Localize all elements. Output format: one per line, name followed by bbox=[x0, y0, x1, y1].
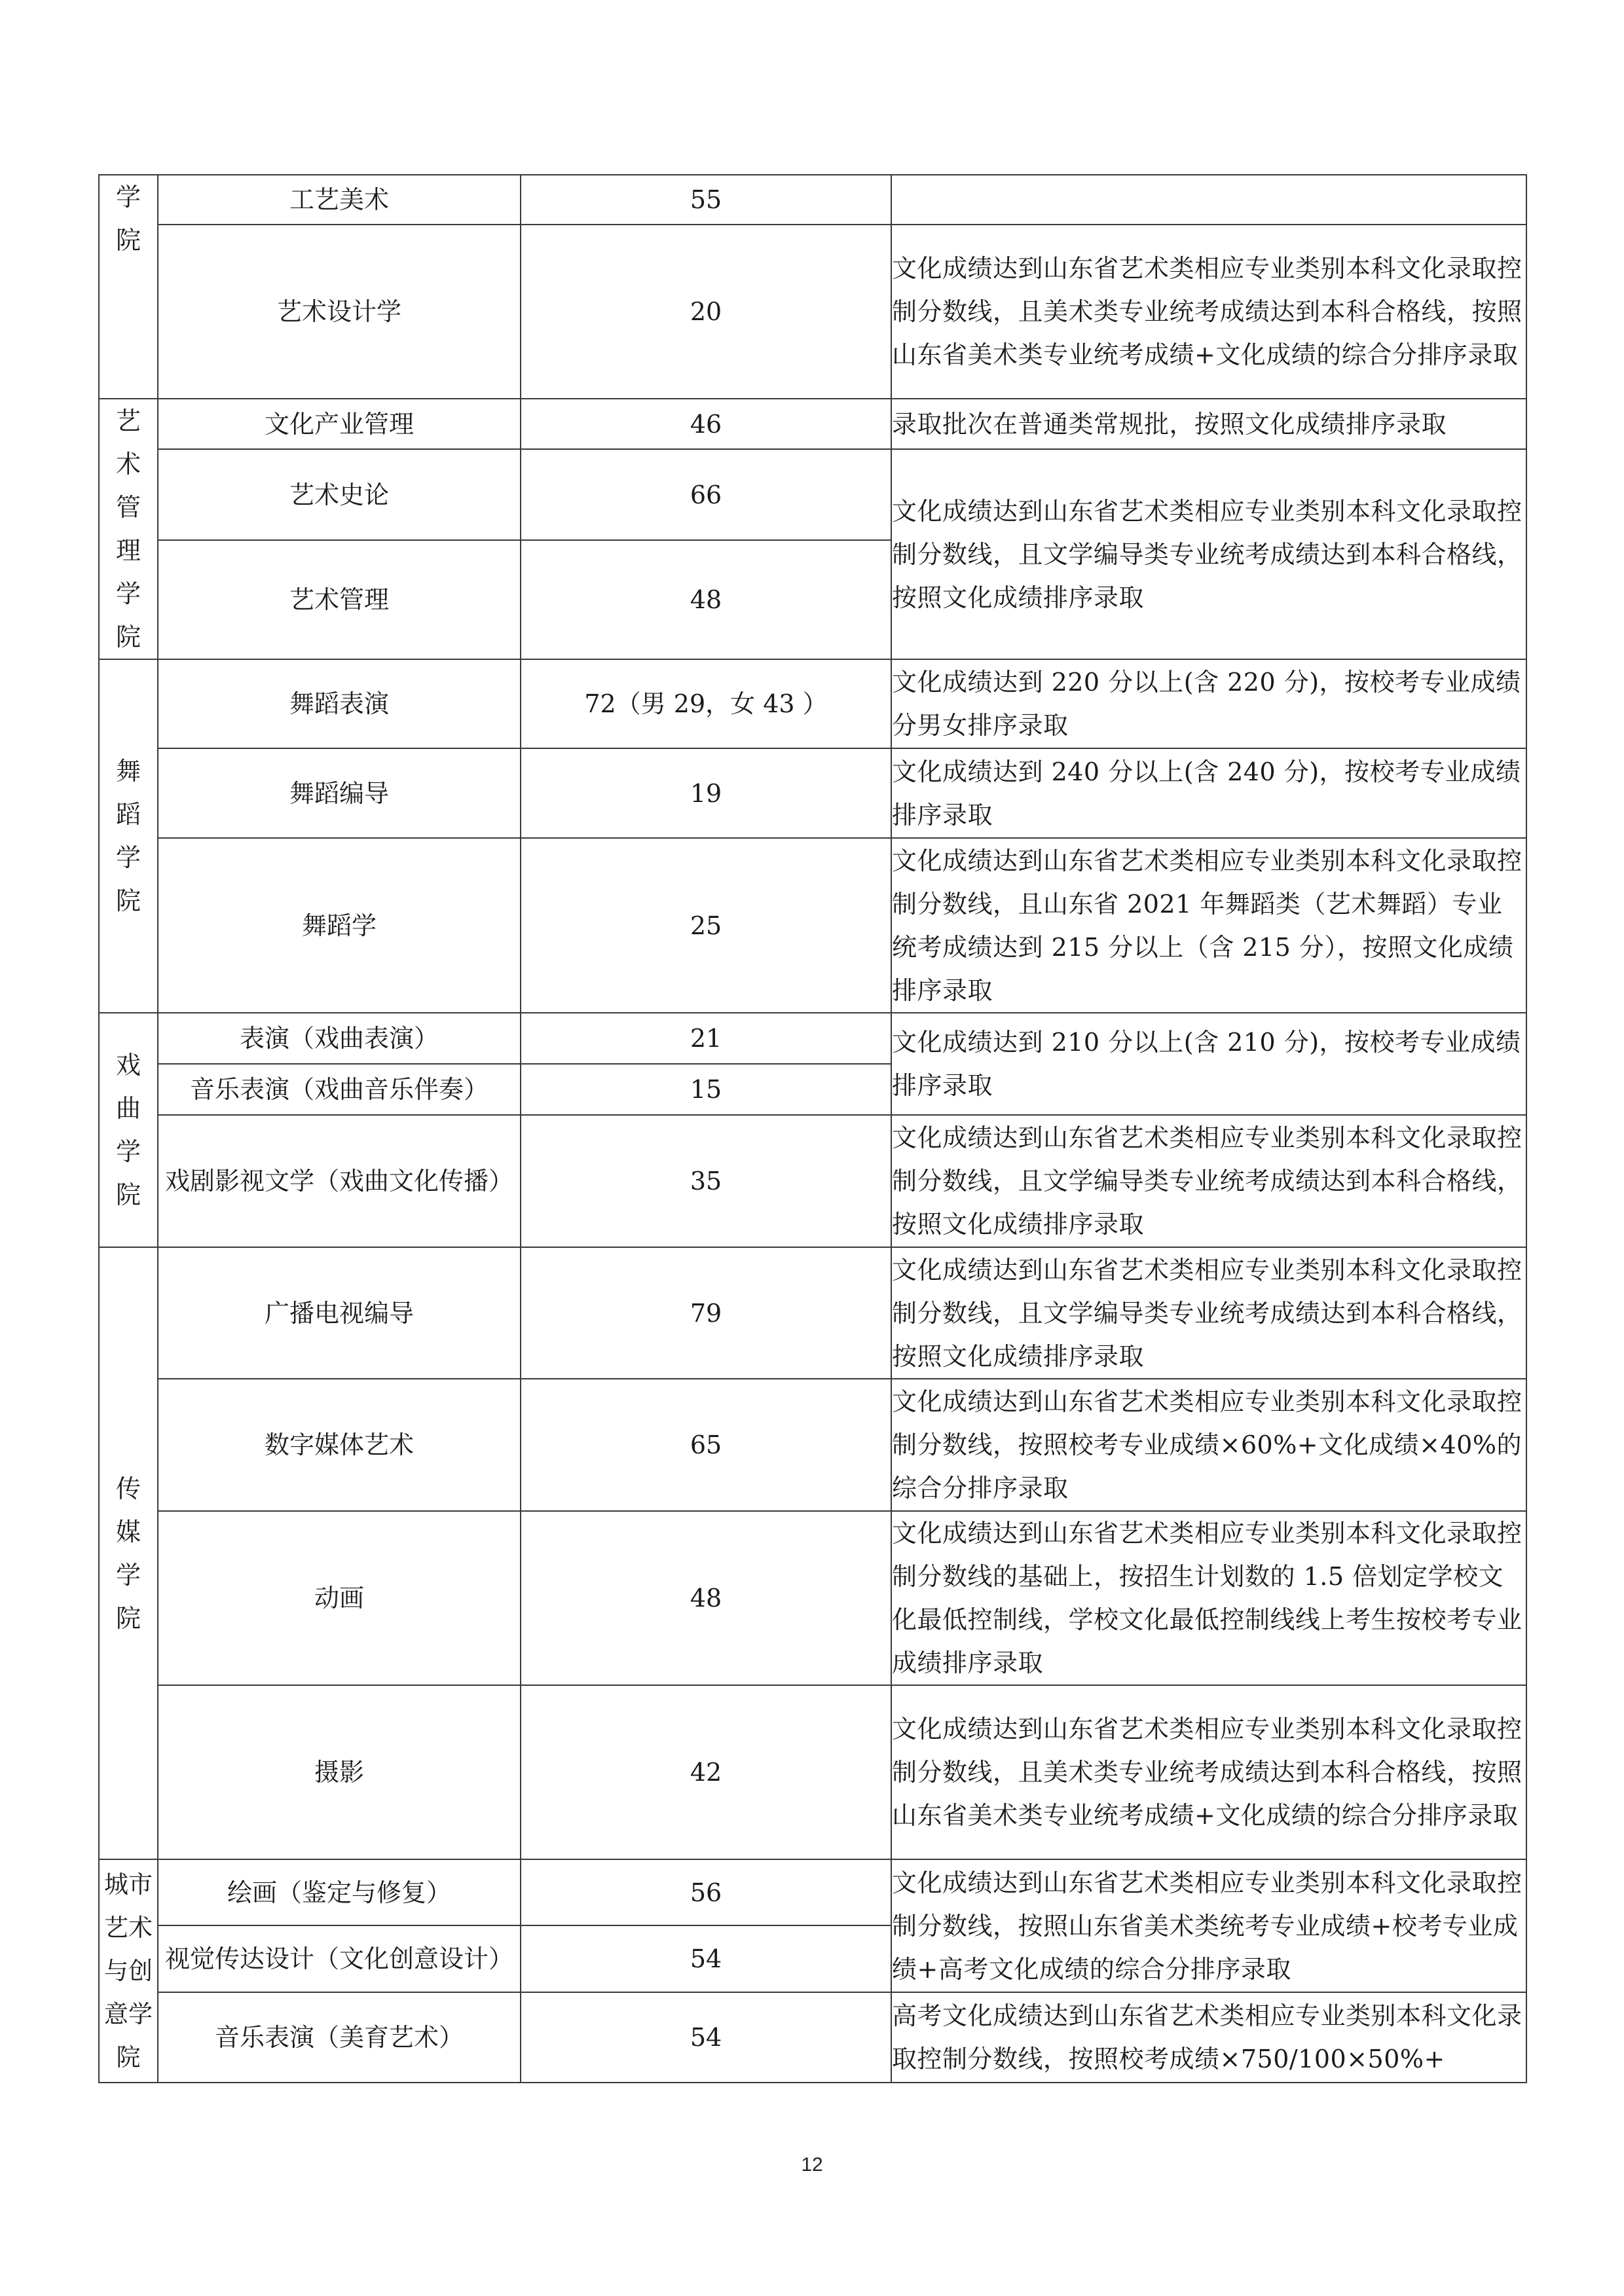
enrollment-count-cell: 20 bbox=[521, 225, 891, 399]
requirement-cell: 文化成绩达到山东省艺术类相应专业类别本科文化录取控制分数线，且文学编导类专业统考成绩达到本科合格线，按照文化成绩排序录取 bbox=[891, 1115, 1526, 1247]
table-row bbox=[99, 1992, 1526, 2083]
table-row bbox=[99, 1379, 1526, 1511]
major-cell: 绘画（鉴定与修复） bbox=[158, 1859, 521, 1925]
major-cell: 表演（戏曲表演） bbox=[158, 1013, 521, 1064]
table-row bbox=[99, 1511, 1526, 1685]
table-row bbox=[99, 399, 1526, 449]
enrollment-count-cell: 15 bbox=[521, 1064, 891, 1115]
requirement-cell: 文化成绩达到山东省艺术类相应专业类别本科文化录取控制分数线，且文学编导类专业统考成绩达到本科合格线，按照文化成绩排序录取 bbox=[891, 449, 1526, 659]
table-row bbox=[99, 225, 1526, 399]
enrollment-count-cell: 55 bbox=[521, 175, 891, 225]
table-row bbox=[99, 1115, 1526, 1247]
enrollment-count-cell: 65 bbox=[521, 1379, 891, 1511]
requirement-cell: 文化成绩达到山东省艺术类相应专业类别本科文化录取控制分数线，按照山东省美术类统考专业成绩+校考专业成绩+高考文化成绩的综合分排序录取 bbox=[891, 1859, 1526, 1992]
table-row bbox=[99, 449, 1526, 540]
enrollment-count-cell: 19 bbox=[521, 748, 891, 838]
requirement-cell bbox=[891, 175, 1526, 225]
enrollment-count-cell: 48 bbox=[521, 540, 891, 659]
major-cell: 戏剧影视文学（戏曲文化传播） bbox=[158, 1115, 521, 1247]
enrollment-count-cell: 54 bbox=[521, 1992, 891, 2083]
major-cell: 工艺美术 bbox=[158, 175, 521, 225]
requirement-cell: 文化成绩达到 240 分以上(含 240 分)，按校考专业成绩排序录取 bbox=[891, 748, 1526, 838]
enrollment-count-cell: 46 bbox=[521, 399, 891, 449]
requirement-cell: 文化成绩达到山东省艺术类相应专业类别本科文化录取控制分数线的基础上，按招生计划数的 1.5 倍划定学校文化最低控制线，学校文化最低控制线线上考生按校考专业成绩排序录取 bbox=[891, 1511, 1526, 1685]
table-row bbox=[99, 1859, 1526, 1925]
enrollment-count-cell: 54 bbox=[521, 1925, 891, 1992]
college-cell: 城市艺术与创意学院 bbox=[99, 1859, 158, 2083]
enrollment-count-cell: 79 bbox=[521, 1247, 891, 1379]
major-cell: 音乐表演（美育艺术） bbox=[158, 1992, 521, 2083]
table-row bbox=[99, 1013, 1526, 1064]
page-number: 12 bbox=[801, 2154, 823, 2176]
table-row bbox=[99, 1685, 1526, 1859]
table-row bbox=[99, 175, 1526, 225]
enrollment-count-cell: 21 bbox=[521, 1013, 891, 1064]
requirement-cell: 文化成绩达到山东省艺术类相应专业类别本科文化录取控制分数线，按照校考专业成绩×60%+文化成绩×40%的综合分排序录取 bbox=[891, 1379, 1526, 1511]
table-row bbox=[99, 1247, 1526, 1379]
requirement-cell: 文化成绩达到山东省艺术类相应专业类别本科文化录取控制分数线，且文学编导类专业统考成绩达到本科合格线，按照文化成绩排序录取 bbox=[891, 1247, 1526, 1379]
table-row bbox=[99, 659, 1526, 748]
major-cell: 艺术史论 bbox=[158, 449, 521, 540]
college-cell: 戏曲学院 bbox=[99, 1013, 158, 1247]
major-cell: 舞蹈表演 bbox=[158, 659, 521, 748]
requirement-cell: 高考文化成绩达到山东省艺术类相应专业类别本科文化录取控制分数线，按照校考成绩×750/100×50%+ bbox=[891, 1992, 1526, 2083]
enrollment-count-cell: 35 bbox=[521, 1115, 891, 1247]
requirement-cell: 录取批次在普通类常规批，按照文化成绩排序录取 bbox=[891, 399, 1526, 449]
major-cell: 艺术管理 bbox=[158, 540, 521, 659]
table-row bbox=[99, 838, 1526, 1013]
major-cell: 舞蹈学 bbox=[158, 838, 521, 1013]
enrollment-count-cell: 42 bbox=[521, 1685, 891, 1859]
requirement-cell: 文化成绩达到 220 分以上(含 220 分)，按校考专业成绩分男女排序录取 bbox=[891, 659, 1526, 748]
major-cell: 动画 bbox=[158, 1511, 521, 1685]
major-cell: 舞蹈编导 bbox=[158, 748, 521, 838]
admission-plan-table bbox=[98, 174, 1527, 2083]
major-cell: 艺术设计学 bbox=[158, 225, 521, 399]
college-cell: 传媒学院 bbox=[99, 1247, 158, 1859]
college-cell: 舞蹈学院 bbox=[99, 659, 158, 1013]
requirement-cell: 文化成绩达到 210 分以上(含 210 分)，按校考专业成绩排序录取 bbox=[891, 1013, 1526, 1115]
enrollment-count-cell: 25 bbox=[521, 838, 891, 1013]
major-cell: 音乐表演（戏曲音乐伴奏） bbox=[158, 1064, 521, 1115]
enrollment-count-cell: 48 bbox=[521, 1511, 891, 1685]
table-row bbox=[99, 748, 1526, 838]
requirement-cell: 文化成绩达到山东省艺术类相应专业类别本科文化录取控制分数线，且山东省 2021 年舞蹈类（艺术舞蹈）专业统考成绩达到 215 分以上（含 215 分），按照文化成绩排序录取 bbox=[891, 838, 1526, 1013]
requirement-cell: 文化成绩达到山东省艺术类相应专业类别本科文化录取控制分数线，且美术类专业统考成绩达到本科合格线，按照山东省美术类专业统考成绩+文化成绩的综合分排序录取 bbox=[891, 225, 1526, 399]
enrollment-count-cell: 72（男 29，女 43 ） bbox=[521, 659, 891, 748]
enrollment-count-cell: 56 bbox=[521, 1859, 891, 1925]
college-cell: 艺术管理学院 bbox=[99, 399, 158, 659]
major-cell: 广播电视编导 bbox=[158, 1247, 521, 1379]
major-cell: 摄影 bbox=[158, 1685, 521, 1859]
major-cell: 视觉传达设计（文化创意设计） bbox=[158, 1925, 521, 1992]
requirement-cell: 文化成绩达到山东省艺术类相应专业类别本科文化录取控制分数线，且美术类专业统考成绩达到本科合格线，按照山东省美术类专业统考成绩+文化成绩的综合分排序录取 bbox=[891, 1685, 1526, 1859]
major-cell: 文化产业管理 bbox=[158, 399, 521, 449]
enrollment-count-cell: 66 bbox=[521, 449, 891, 540]
college-cell: 学院 bbox=[99, 175, 158, 399]
major-cell: 数字媒体艺术 bbox=[158, 1379, 521, 1511]
